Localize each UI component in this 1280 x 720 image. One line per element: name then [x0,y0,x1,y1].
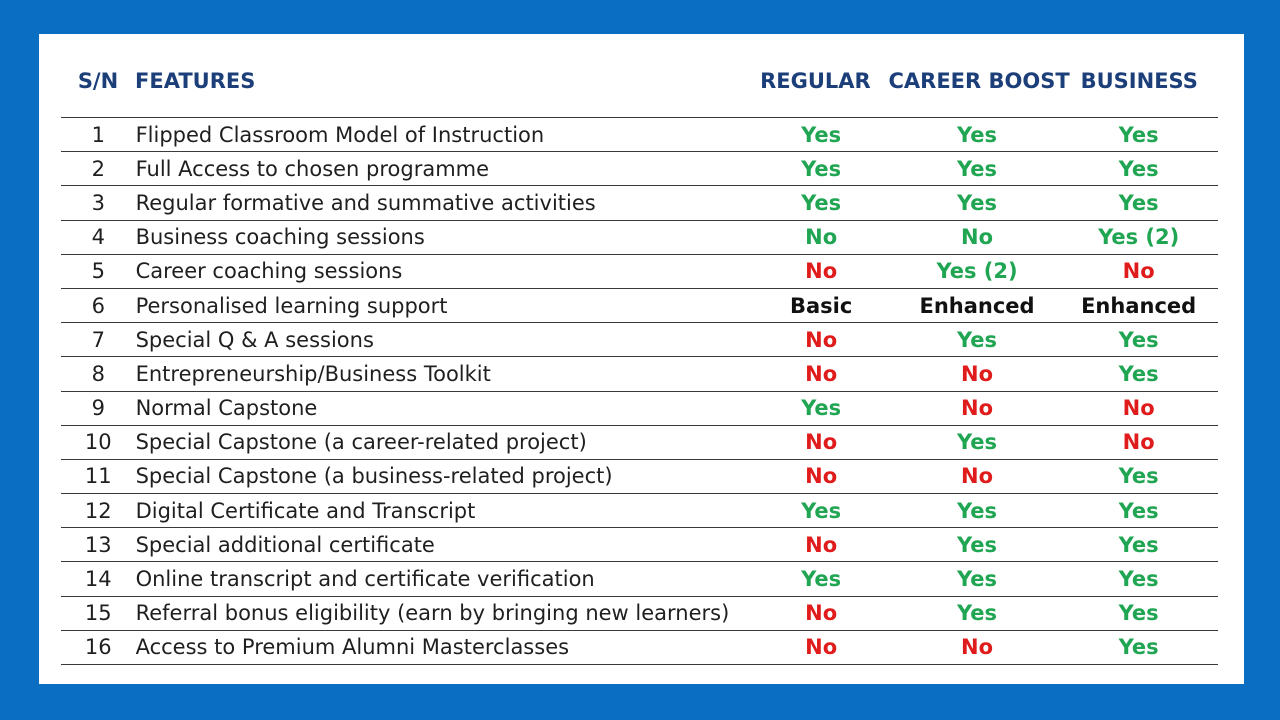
row-feature: Special additional certificate [135,532,435,557]
table-row [61,460,1218,494]
table-header-row [61,34,1218,118]
row-career-boost-value: Yes [957,532,998,557]
table-row [61,118,1218,152]
row-sn: 6 [91,293,105,318]
header-business: BUSINESS [1080,68,1198,93]
row-regular-value: No [805,601,838,626]
row-business-value: Yes [1118,567,1159,592]
table-row [61,186,1218,220]
row-feature: Referral bonus eligibility (earn by bringing new learners) [135,601,730,626]
row-career-boost-value: Yes [957,190,998,215]
row-career-boost-value: Enhanced [919,293,1035,318]
row-career-boost-value: Yes [957,327,998,352]
table-row [61,528,1218,562]
row-career-boost-value: No [961,396,994,421]
table-row [61,255,1218,289]
row-career-boost-value: No [961,635,994,660]
row-feature: Career coaching sessions [135,259,403,284]
row-business-value: Yes [1118,464,1159,489]
row-business-value: Yes [1118,601,1159,626]
table-row [61,289,1218,323]
row-career-boost-value: No [961,361,994,386]
table-row [61,357,1218,391]
row-regular-value: No [805,225,838,250]
row-sn: 8 [91,361,105,386]
table-row [61,631,1218,665]
row-sn: 3 [91,190,105,215]
row-regular-value: No [805,635,838,660]
row-regular-value: Yes [801,190,842,215]
row-sn: 14 [84,567,112,592]
row-feature: Personalised learning support [135,293,448,318]
row-feature: Entrepreneurship/Business Toolkit [135,361,491,386]
row-sn: 4 [91,225,105,250]
row-regular-value: No [805,532,838,557]
row-regular-value: No [805,464,838,489]
row-feature: Flipped Classroom Model of Instruction [135,122,545,147]
row-feature: Special Capstone (a career-related project) [135,430,587,455]
row-career-boost-value: Yes [957,567,998,592]
row-sn: 5 [91,259,105,284]
row-career-boost-value: Yes [957,430,998,455]
row-feature: Digital Certificate and Transcript [135,498,476,523]
header-regular: REGULAR [760,68,871,93]
row-career-boost-value: Yes (2) [936,259,1018,284]
row-regular-value: No [805,327,838,352]
row-sn: 16 [84,635,112,660]
row-business-value: Yes (2) [1098,225,1180,250]
row-business-value: Yes [1118,361,1159,386]
header-features: FEATURES [135,68,256,93]
row-career-boost-value: No [961,225,994,250]
table-row [61,152,1218,186]
row-business-value: No [1122,430,1155,455]
row-regular-value: Yes [801,498,842,523]
row-feature: Normal Capstone [135,396,318,421]
row-business-value: Yes [1118,156,1159,181]
row-career-boost-value: Yes [957,122,998,147]
features-comparison-table [61,34,1218,665]
row-business-value: Yes [1118,122,1159,147]
row-business-value: Yes [1118,190,1159,215]
row-sn: 7 [91,327,105,352]
row-sn: 11 [84,464,112,489]
row-regular-value: Yes [801,567,842,592]
row-business-value: Yes [1118,635,1159,660]
row-feature: Full Access to chosen programme [135,156,490,181]
header-career-boost: CAREER BOOST [888,68,1070,93]
row-sn: 2 [91,156,105,181]
table-row [61,494,1218,528]
row-sn: 12 [84,498,112,523]
row-regular-value: Yes [801,156,842,181]
row-business-value: No [1122,259,1155,284]
row-career-boost-value: Yes [957,156,998,181]
row-feature: Special Q & A sessions [135,327,374,352]
table-row [61,392,1218,426]
row-regular-value: Basic [790,293,853,318]
table-row [61,323,1218,357]
row-feature: Special Capstone (a business-related project) [135,464,613,489]
table-row [61,221,1218,255]
row-career-boost-value: Yes [957,601,998,626]
row-business-value: Yes [1118,532,1159,557]
row-business-value: Yes [1118,498,1159,523]
table-row [61,562,1218,596]
content-panel [39,34,1244,684]
row-feature: Business coaching sessions [135,225,425,250]
row-sn: 13 [84,532,112,557]
row-regular-value: No [805,259,838,284]
row-sn: 10 [84,430,112,455]
row-regular-value: No [805,430,838,455]
row-business-value: No [1122,396,1155,421]
row-sn: 9 [91,396,105,421]
row-sn: 15 [84,601,112,626]
table-body [61,118,1218,665]
table-row [61,426,1218,460]
row-career-boost-value: Yes [957,498,998,523]
header-sn: S/N [77,68,119,93]
row-business-value: Enhanced [1081,293,1197,318]
row-regular-value: Yes [801,396,842,421]
row-career-boost-value: No [961,464,994,489]
row-regular-value: Yes [801,122,842,147]
table-row [61,597,1218,631]
row-regular-value: No [805,361,838,386]
row-business-value: Yes [1118,327,1159,352]
row-sn: 1 [91,122,105,147]
row-feature: Regular formative and summative activities [135,190,596,215]
row-feature: Access to Premium Alumni Masterclasses [135,635,570,660]
row-feature: Online transcript and certificate verification [135,567,595,592]
